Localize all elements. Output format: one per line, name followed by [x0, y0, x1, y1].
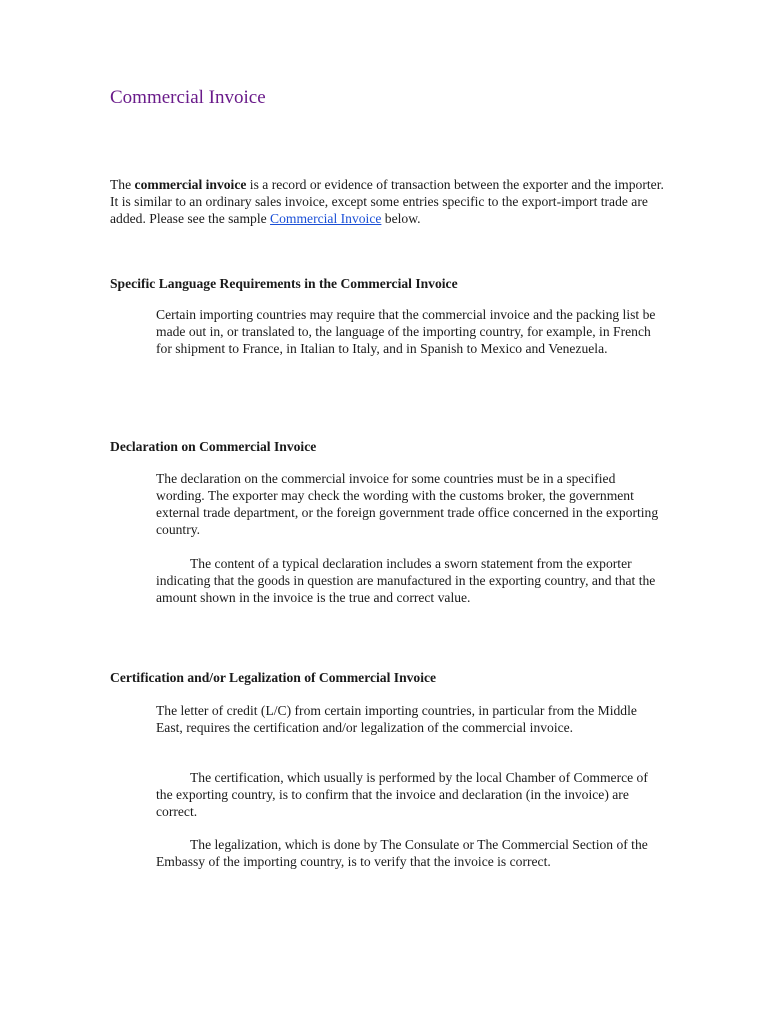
- intro-bold-term: commercial invoice: [134, 177, 247, 192]
- section-heading-certification: Certification and/or Legalization of Commercial Invoice: [110, 670, 437, 685]
- intro-text-start: The: [110, 177, 135, 192]
- language-requirements-paragraph: Certain importing countries may require that the commercial invoice and the packing list be made out in, or translated to, the language of the importing country, for example, in French for shipment to France, in Italian to Italy, and in Spanish to Mexico and Venezuela.: [156, 307, 656, 356]
- commercial-invoice-link[interactable]: Commercial Invoice: [270, 211, 382, 226]
- section-heading-language-requirements: Specific Language Requirements in the Commercial Invoice: [110, 276, 458, 291]
- page-title: Commercial Invoice: [110, 87, 266, 108]
- section-heading-declaration: Declaration on Commercial Invoice: [110, 439, 317, 454]
- intro-text-middle: is a record or evidence of transaction between the exporter and the importer. It is similar to an ordinary sales invoice, except some entries specific to the export-import trade are added. Please see the sample: [110, 177, 664, 226]
- certification-paragraph-3: The legalization, which is done by The Consulate or The Commercial Section of the Embassy of the importing country, is to verify that the invoice is correct.: [156, 837, 648, 869]
- certification-paragraph-2: The certification, which usually is performed by the local Chamber of Commerce of the exporting country, is to confirm that the invoice and declaration (in the invoice) are correct.: [156, 770, 648, 819]
- declaration-paragraph-2: The content of a typical declaration includes a sworn statement from the exporter indicating that the goods in question are manufactured in the exporting country, and that the amount shown in the invoice is the true and correct value.: [156, 556, 656, 605]
- declaration-paragraph-1: The declaration on the commercial invoice for some countries must be in a specified wording. The exporter may check the wording with the customs broker, the government external trade department, or the foreign government trade office concerned in the exporting country.: [156, 471, 659, 537]
- certification-paragraph-1: The letter of credit (L/C) from certain importing countries, in particular from the Middle East, requires the certification and/or legalization of the commercial invoice.: [156, 703, 637, 735]
- intro-text-end: below.: [381, 211, 421, 226]
- intro-paragraph: [110, 176, 665, 227]
